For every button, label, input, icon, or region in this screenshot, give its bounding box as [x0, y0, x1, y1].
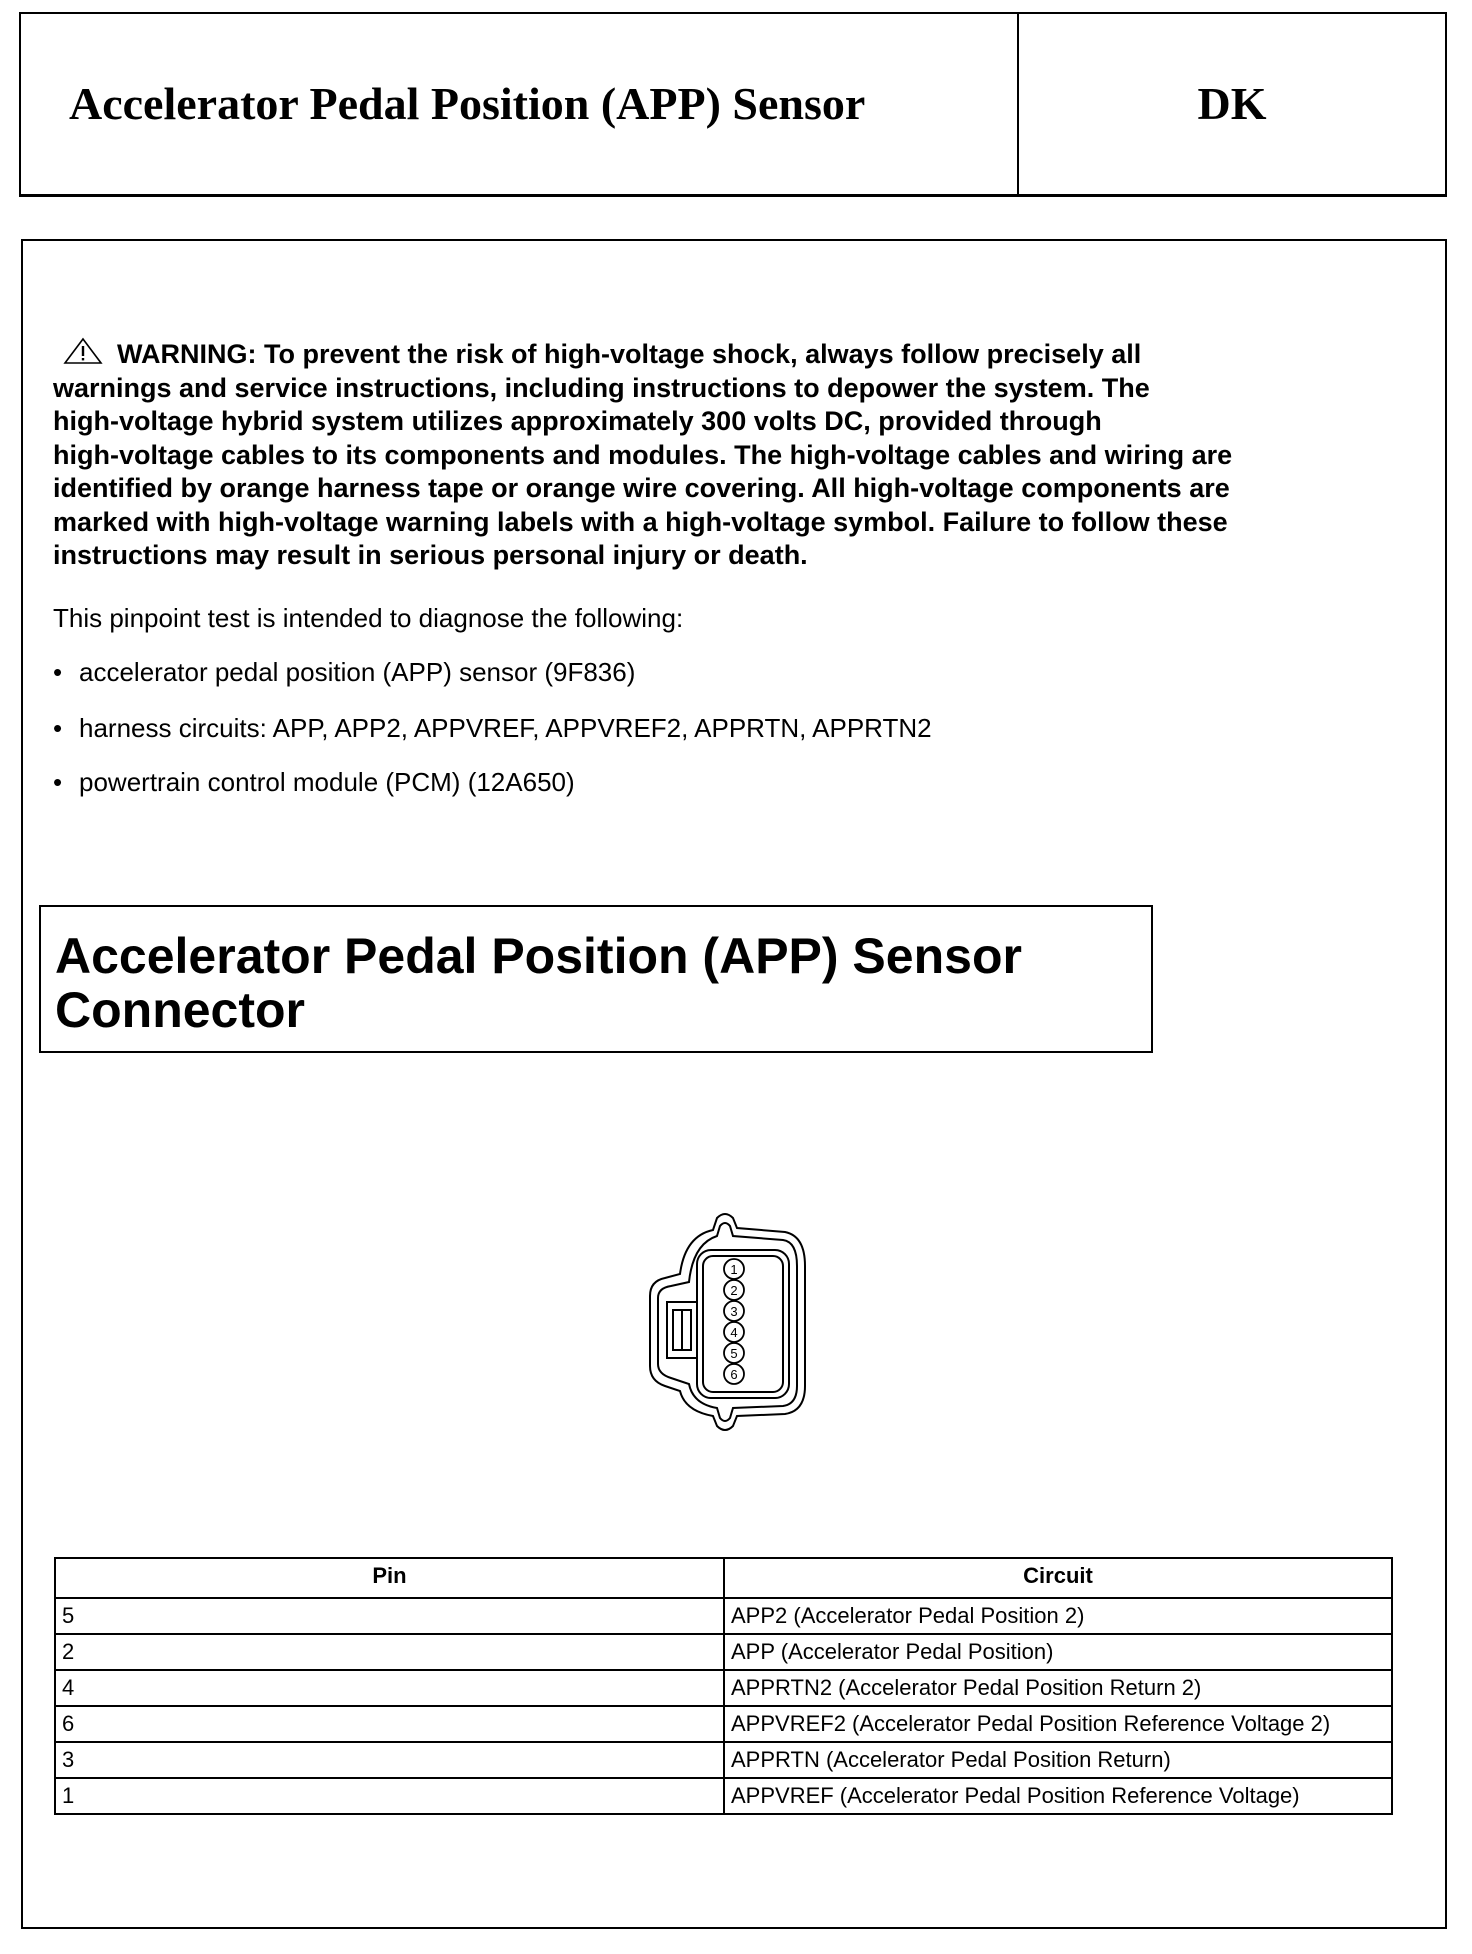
connector-pin-label: 3	[730, 1304, 738, 1319]
table-row	[55, 1778, 1392, 1814]
section-title	[55, 929, 1022, 1037]
warning-line: To prevent the risk of high-voltage shock, always follow precisely all	[264, 339, 1142, 369]
bullet-item: • harness circuits: APP, APP2, APPVREF, APPVREF2, APPRTN, APPRTN2	[53, 713, 932, 743]
pin-cell: 4	[55, 1670, 724, 1706]
section-heading-box	[39, 905, 1153, 1053]
circuit-cell: APP (Accelerator Pedal Position)	[724, 1634, 1392, 1670]
warning-line: instructions may result in serious personal injury or death.	[53, 540, 808, 570]
circuit-cell: APPRTN (Accelerator Pedal Position Return)	[724, 1742, 1392, 1778]
connector-pin-label: 2	[730, 1283, 738, 1298]
bullet-text: powertrain control module (PCM) (12A650)	[79, 767, 575, 797]
pin-cell: 3	[55, 1742, 724, 1778]
pin-cell: 6	[55, 1706, 724, 1742]
warning-line: high-voltage hybrid system utilizes approximately 300 volts DC, provided through	[53, 406, 1102, 436]
table-row	[55, 1634, 1392, 1670]
table-row	[55, 1706, 1392, 1742]
circuit-cell: APPRTN2 (Accelerator Pedal Position Return 2)	[724, 1670, 1392, 1706]
bullet-item: • powertrain control module (PCM) (12A650)	[53, 767, 575, 797]
connector-pin-label: 6	[730, 1367, 738, 1382]
section-title-line: Connector	[55, 982, 305, 1038]
pin-cell: 5	[55, 1598, 724, 1634]
connector-pin-label: 4	[730, 1325, 738, 1340]
warning-line: warnings and service instructions, including instructions to depower the system. The	[53, 372, 1150, 403]
warning-triangle-icon	[63, 337, 103, 365]
warning-label: WARNING:	[117, 339, 257, 369]
pin-cell: 2	[55, 1634, 724, 1670]
bullet-text: accelerator pedal position (APP) sensor (9F836)	[79, 657, 636, 687]
warning-line: marked with high-voltage warning labels with a high-voltage symbol. Failure to follow these	[53, 506, 1228, 537]
section-title-line: Accelerator Pedal Position (APP) Sensor	[55, 928, 1022, 984]
column-header-circuit: Circuit	[724, 1558, 1392, 1598]
content-box	[21, 239, 1447, 1929]
page-header	[19, 12, 1447, 197]
table-row	[55, 1670, 1392, 1706]
column-header-pin: Pin	[55, 1558, 724, 1598]
table-row	[55, 1598, 1392, 1634]
intro-text: This pinpoint test is intended to diagnose the following:	[53, 603, 684, 633]
warning-block	[53, 337, 1232, 573]
connector-pin-label: 1	[730, 1262, 738, 1277]
header-code: DK	[1197, 78, 1267, 129]
connector-diagram	[645, 1206, 815, 1436]
header-title: Accelerator Pedal Position (APP) Sensor	[69, 78, 866, 129]
warning-line: high-voltage cables to its components and modules. The high-voltage cables and wiring are	[53, 439, 1233, 470]
table-row	[55, 1742, 1392, 1778]
circuit-cell: APPVREF (Accelerator Pedal Position Reference Voltage)	[724, 1778, 1392, 1814]
connector-pin-label: 5	[730, 1346, 738, 1361]
warning-line: identified by orange harness tape or orange wire covering. All high-voltage components are	[53, 473, 1230, 503]
circuit-cell: APPVREF2 (Accelerator Pedal Position Reference Voltage 2)	[724, 1706, 1392, 1742]
circuit-cell: APP2 (Accelerator Pedal Position 2)	[724, 1598, 1392, 1634]
pin-table	[54, 1557, 1393, 1815]
pin-cell: 1	[55, 1778, 724, 1814]
bullet-item: • accelerator pedal position (APP) sensor (9F836)	[53, 657, 636, 687]
bullet-text: harness circuits: APP, APP2, APPVREF, APPVREF2, APPRTN, APPRTN2	[79, 713, 932, 743]
